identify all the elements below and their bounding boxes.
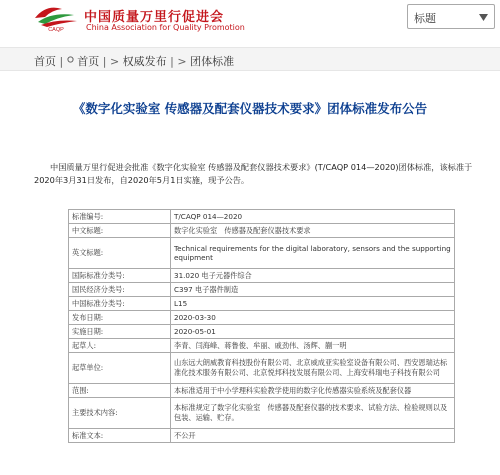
- breadcrumb-home-2[interactable]: 首页: [77, 55, 100, 68]
- table-cell-label: 起草单位:: [69, 353, 171, 384]
- table-cell-value: 山东远大朗威教育科技股份有限公司、北京威成亚实验室设备有限公司、西安恩瑞达标准化技术服务有限公司、北京悦邦科技发展有限公司、上海安科瑞电子科技有限公司: [171, 353, 455, 384]
- table-cell-label: 起草人:: [69, 339, 171, 353]
- breadcrumb: [0, 47, 500, 71]
- table-cell-label: 范围:: [69, 384, 171, 398]
- table-cell-value: T/CAQP 014—2020: [171, 210, 455, 224]
- table-cell-label: 标准文本:: [69, 429, 171, 443]
- standard-info-table: [68, 209, 455, 443]
- table-cell-label: 主要技术内容:: [69, 398, 171, 429]
- table-row: [69, 353, 455, 384]
- breadcrumb-arrow: >: [109, 55, 120, 68]
- table-row: [69, 325, 455, 339]
- table-cell-value: 2020-03-30: [171, 311, 455, 325]
- table-row: [69, 384, 455, 398]
- org-name-cn: 中国质量万里行促进会: [84, 10, 225, 25]
- table-row: [69, 224, 455, 238]
- logo-mark-text: CAQP: [48, 27, 64, 32]
- table-row: [69, 429, 455, 443]
- table-cell-value: L15: [171, 297, 455, 311]
- table-cell-label: 发布日期:: [69, 311, 171, 325]
- table-cell-label: 标准编号:: [69, 210, 171, 224]
- table-cell-label: 国民经济分类号:: [69, 283, 171, 297]
- table-cell-label: 实施日期:: [69, 325, 171, 339]
- page-title: 《数字化实验室 传感器及配套仪器技术要求》团体标准发布公告: [72, 101, 428, 116]
- breadcrumb-separator: |: [59, 55, 64, 68]
- table-cell-label: 英文标题:: [69, 238, 171, 269]
- table-cell-value: 31.020 电子元器件综合: [171, 269, 455, 283]
- search-type-select[interactable]: [407, 4, 495, 29]
- table-cell-value: 不公开: [171, 429, 455, 443]
- table-cell-label: 国际标准分类号:: [69, 269, 171, 283]
- announcement-paragraph: 中国质量万里行促进会批准《数字化实验室 传感器及配套仪器技术要求》(T/CAQP 014—2020)团体标准，该标准于2020年3月31日发布，自2020年5月1日实施，现予公告。: [34, 162, 473, 185]
- table-cell-value: 本标准适用于中小学理科实验教学使用的数字化传感器实验系统及配套仪器: [171, 384, 455, 398]
- home-icon: [67, 56, 74, 63]
- table-row: [69, 210, 455, 224]
- table-cell-value: 2020-05-01: [171, 325, 455, 339]
- table-row: [69, 398, 455, 429]
- table-row: [69, 283, 455, 297]
- breadcrumb-arrow: >: [177, 55, 187, 68]
- table-cell-value: C397 电子器件制造: [171, 283, 455, 297]
- table-row: [69, 297, 455, 311]
- breadcrumb-rights-release[interactable]: 权威发布: [122, 55, 167, 68]
- breadcrumb-home[interactable]: 首页: [34, 55, 56, 68]
- site-header: [0, 0, 500, 36]
- chevron-down-icon: [479, 14, 488, 21]
- caqp-logo-icon[interactable]: [32, 4, 80, 32]
- table-row: [69, 339, 455, 353]
- breadcrumb-separator: |: [170, 55, 174, 68]
- table-row: [69, 238, 455, 269]
- table-cell-value: 李青、闫海峰、蒋鲁俊、牟丽、戚劲伟、汤辉、蒯一明: [171, 339, 455, 353]
- breadcrumb-group-standard[interactable]: 团体标准: [190, 55, 235, 68]
- table-cell-label: 中文标题:: [69, 224, 171, 238]
- breadcrumb-separator: |: [102, 55, 107, 68]
- table-cell-value: 本标准规定了数字化实验室 传感器及配套仪器的技术要求、试验方法、检验规则以及包装、运输、贮存。: [171, 398, 455, 429]
- table-cell-label: 中国标准分类号:: [69, 297, 171, 311]
- table-row: [69, 269, 455, 283]
- table-cell-value: Technical requirements for the digital laboratory, sensors and the supporting equipment: [171, 238, 455, 269]
- org-name-en: China Association for Quality Promotion: [86, 23, 245, 32]
- table-cell-value: 数字化实验室 传感器及配套仪器技术要求: [171, 224, 455, 238]
- table-row: [69, 311, 455, 325]
- search-type-value: 标题: [414, 12, 436, 25]
- announcement-text: [34, 161, 478, 187]
